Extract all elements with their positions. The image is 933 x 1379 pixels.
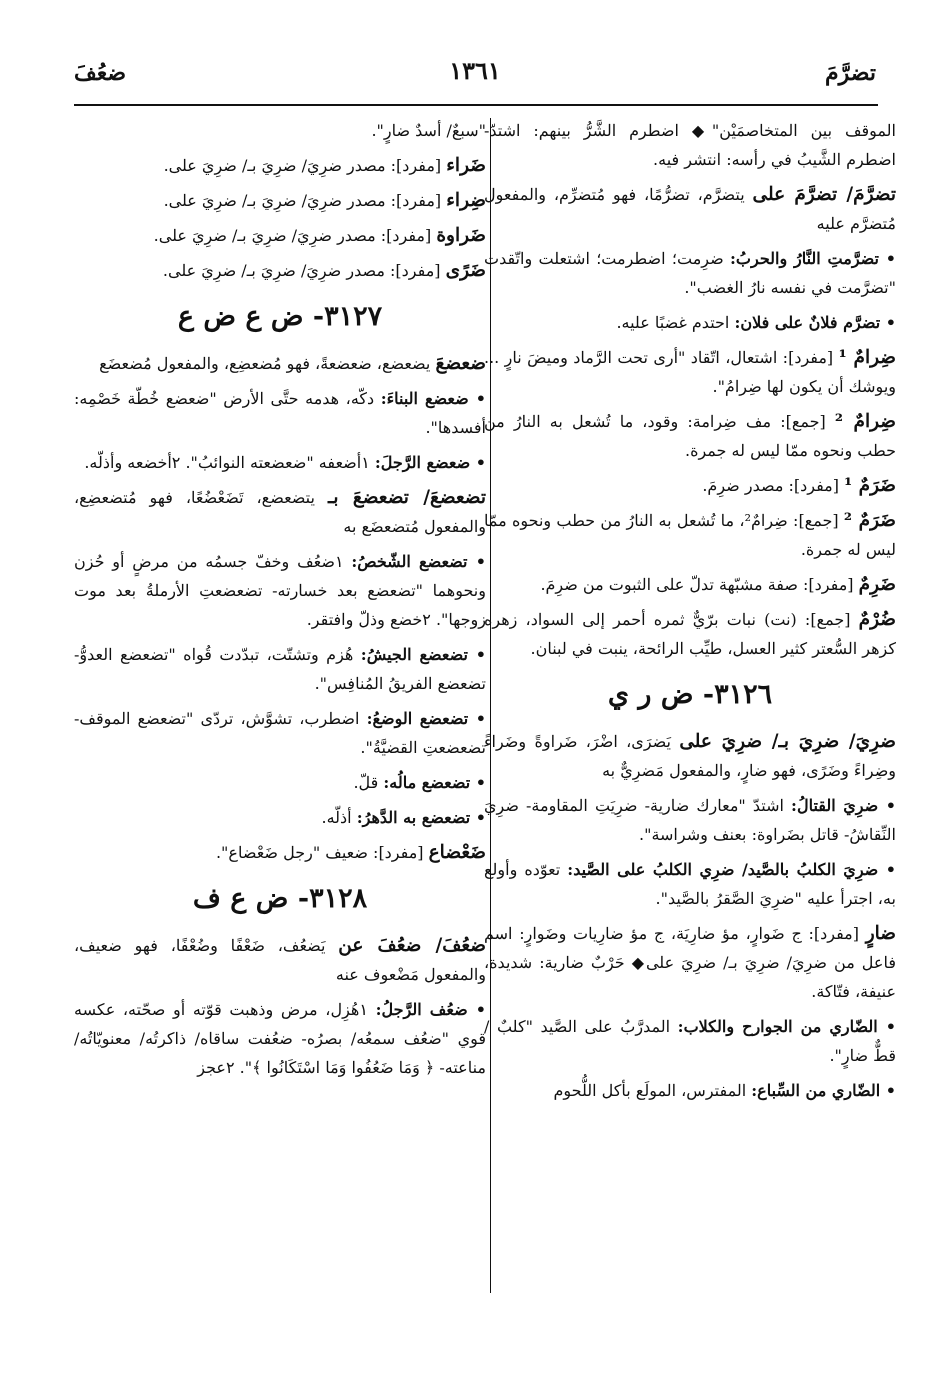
entry-headword: ضَعْضاع [428,842,486,863]
sense-entry [74,547,486,634]
entry-definition: قلّ. [353,773,379,792]
entry-definition: "سبعٌ/ أسدٌ ضارٍ". [371,121,486,140]
page-header [74,52,876,98]
entry-headword: ضَرَمٌ ¹ [844,475,896,496]
sense-entry [484,1012,896,1070]
sense-entry [74,995,486,1082]
sense-entry [74,768,486,797]
dictionary-entry [74,838,486,867]
dictionary-entry [74,256,486,285]
sense-phrase: • ضعُف الرَّجلُ: [375,1000,487,1019]
sense-entry [484,244,896,302]
dictionary-entry [74,116,486,145]
entry-definition: [مفرد]: ج ضَوارٍ، مؤ ضارِيَة، ج مؤ ضارِيات وضَوارٍ: اسم فاعل من ضرِيَ/ ضرِيَ بـ/ ضرِيَ على◆ حَرْبٌ ضارية: شديدة، عنيفة، فتّاكة. [484,924,896,1001]
sense-entry [74,640,486,698]
dictionary-entry [484,116,896,174]
entry-definition: [مفرد]: اشتعال، اتّقاد "أرى تحت الرَّماد وميضَ نارٍ ... ويوشك أن يكون لها ضِرامُ". [484,348,896,396]
sense-phrase: • تضعضع الوضعُ: [366,709,486,728]
root-section-heading: ٣١٢٧- ض ع ض ع [177,301,383,332]
entry-definition: احتدم غضبًا عليه. [616,313,730,332]
entry-definition: أذلّه. [321,808,352,827]
sense-phrase: • ضعضع البناءَ: [380,389,487,408]
entry-headword: ضِرامٌ ¹ [838,347,896,368]
sense-entry [74,384,486,442]
entry-definition: اشتدّ "معارك ضارية- ضرِيَتِ المقاومة- ضرِيَ النِّقاشُ- قاتل بضَراوة: بعنف وشراسة". [484,796,896,844]
entry-definition: [مفرد]: مصدر ضرِيَ/ ضرِيَ بـ/ ضرِيَ على. [163,191,442,210]
entry-headword: ضِراء [446,190,486,211]
dictionary-entry [74,151,486,180]
entry-headword: ضَراء [446,155,486,176]
root-section-heading: ٣١٢٦- ض ر ي [607,679,773,710]
dictionary-entry [484,570,896,599]
dictionary-entry [74,483,486,541]
entry-definition: [جمع]: (نت) نبات برّيٌّ ثمره أحمر إلى السواد، زهره كزهر السُّعتر كثير العسل، طيِّب الرائحة، ينبت في لبنان. [484,610,896,658]
header-guide-word-first: تضرَّمَ [825,60,876,86]
sense-phrase: • الضّاري من الجوارح والكلاب: [677,1017,897,1036]
sense-phrase: • تضعضع مالُه: [383,773,486,792]
left-column [74,116,486,1088]
sense-entry [484,791,896,849]
sense-phrase: • ضرِيَ الكلبُ بالصَّيد/ ضرِي الكلبُ على الصَّيد: [567,860,896,879]
entry-definition: دكّه، هدمه حتَّى الأرض "ضعضع خُطّة خَصْمِه: أفسدها". [74,389,486,437]
entry-definition: [جمع]: مف ضِرامة: وقود، ما تُشعل به النارُ من حطب ونحوه ممّا ليس له جمرة. [484,412,896,460]
sense-phrase: • ضرِيَ القتالُ: [791,796,896,815]
entry-headword: ضعضعَ [435,353,486,374]
page-number: ١٣٦١ [449,56,501,85]
entry-definition: هُزم وتشتّت، تبدّدت قُواه "تضعضع العدوُّ- تضعضع الفريقُ المُنافِس". [74,645,486,693]
entry-headword: ضعُفَ/ ضعُفَ عن [338,935,487,956]
entry-definition: ١هُزِل، مرض وذهبت قوّته أو صحّته، عكسه قوي "ضعُف سمعُه/ بصرُه- ضعُفت ساقاه/ ذاكرتُه/ معنويّاتُه/ مناعته- ﴿ وَمَا ضَعُفُوا وَمَا اسْتَكَانُوا ﴾". ٢عجز [74,1000,486,1077]
entry-headword: ضَرًى [445,260,486,281]
dictionary-entry [74,186,486,215]
entry-headword: ضرِيَ/ ضرِيَ بـ/ ضرِيَ على [679,731,897,752]
entry-headword: ضَرَمٌ ² [843,510,897,531]
entry-headword: تضرَّمَ/ تضرَّمَ على [752,184,897,205]
dictionary-entry [484,471,896,500]
entry-definition: [مفرد]: مصدر ضرِيَ/ ضرِيَ بـ/ ضرِيَ على. [163,156,442,175]
header-rule [74,104,878,106]
entry-definition: [مفرد]: مصدر ضرِيَ/ ضرِيَ بـ/ ضرِيَ على. [162,261,441,280]
entry-definition: [مفرد]: مصدر ضرِمَ. [702,476,839,495]
entry-definition: يضعضع، ضعضعةً، فهو مُضعضِع، والمفعول مُضعضَع [99,354,431,373]
entry-headword: ضَراوة [436,225,486,246]
entry-headword: ضَرِمٌ [858,574,896,595]
entry-definition: [مفرد]: ضعيف "رجل ضَعْضاع". [215,843,424,862]
dictionary-entry [74,931,486,989]
sense-phrase: • تضرَّم فلانٌ على فلان: [734,313,896,332]
entry-definition: ضرِمت؛ اضطرمت؛ اشتعلت واتّقدت "تضرَّمت في نفسه نارُ الغضب". [484,249,896,297]
sense-entry [484,1076,896,1105]
entry-headword: ضُرْمٌ [858,609,897,630]
sense-entry [74,704,486,762]
sense-entry [74,803,486,832]
dictionary-entry [484,506,896,564]
sense-phrase: • ضعضع الرَّجلَ: [374,453,486,472]
sense-phrase: • تضعضع به الدَّهرُ: [356,808,486,827]
dictionary-entry [74,221,486,250]
entry-definition: يتضرَّم، تضرُّمًا، فهو مُتضرِّم، والمفعول مُتضرَّم عليه [484,185,896,233]
entry-headword: ضارٍ [865,923,896,944]
entry-definition: يَضرَى، اضْرَ، ضَراوةً وضَراءً وضِراءً وضَرًى، فهو ضارٍ، والمفعول مَضرِيٌّ به [484,732,896,780]
entry-definition: تعوّده وأولع به، اجترأ عليه "ضرِيَ الصَّقرُ بالصَّيد". [484,860,896,908]
right-column [484,116,896,1111]
entry-definition: ١أضعفه "ضعضعته النوائبُ". ٢أخضعه وأذلّه. [84,453,370,472]
dictionary-entry [74,349,486,378]
entry-definition: المفترس، المولَع بأكل اللُّحوم [553,1081,747,1100]
sense-entry [484,855,896,913]
sense-phrase: • الضّاري من السِّباع: [751,1081,896,1100]
entry-definition: [مفرد]: مصدر ضرِيَ/ ضرِيَ بـ/ ضرِيَ على. [153,226,432,245]
entry-headword: تضعضعَ/ تضعضعَ بـ [327,487,486,508]
entry-definition: الموقف بين المتخاصمَيْن"◆ اضطرم الشَّرُّ بينهم: اشتدّ- اضطرم الشَّيبُ في رأسه: انتشر فيه. [484,121,897,169]
entry-definition: يَضعُف، ضَعْفًا وضُعْفًا، فهو ضعيف، والمفعول مَضْعوف عنه [74,936,486,984]
dictionary-entry [484,407,896,465]
entry-definition: [مفرد]: صفة مشبّهة تدلّ على الثبوت من ضرِمَ. [540,575,854,594]
sense-phrase: • تضعضع الجيشُ: [360,645,487,664]
entry-headword: ضِرامٌ ² [834,411,896,432]
entry-definition: يتضعضع، تَضَعْضُعًا، فهو مُتضعضِع، والمفعول مُتضعضَع به [74,488,486,536]
entry-definition: [جمع]: ضِرامٌ²، ما تُشعل به النارُ من حطب ونحوه ممّا ليس له جمرة. [484,511,896,559]
root-section-heading: ٣١٢٨- ض ع ف [192,883,368,914]
entry-definition: اضطرب، تشوَّش، تردّى "تضعضع الموقف- تضعضعتِ القضيَّةُ". [74,709,486,757]
dictionary-entry [484,605,896,663]
dictionary-entry [484,727,896,785]
header-guide-word-last: ضعُفَ [74,60,127,86]
dictionary-entry [484,180,896,238]
dictionary-entry [484,343,896,401]
sense-entry [74,448,486,477]
entry-definition: المدرَّبُ على الصَّيد "كلبٌ / قطٌّ ضارٍ". [484,1017,896,1065]
sense-phrase: • تضرَّمتِ النَّارُ والحربُ: [730,249,897,268]
dictionary-entry [484,919,896,1006]
sense-entry [484,308,896,337]
entry-definition: ١ضعُف وخفّ جسمُه من مرضٍ أو حُزن ونحوهما "تضعضع بعد خسارته- تضعضعتِ الأرملةُ بعد موت زوجها". ٢خضع وذلّ وافتقر. [74,552,486,629]
sense-phrase: • تضعضع الشّخصُ: [351,552,486,571]
